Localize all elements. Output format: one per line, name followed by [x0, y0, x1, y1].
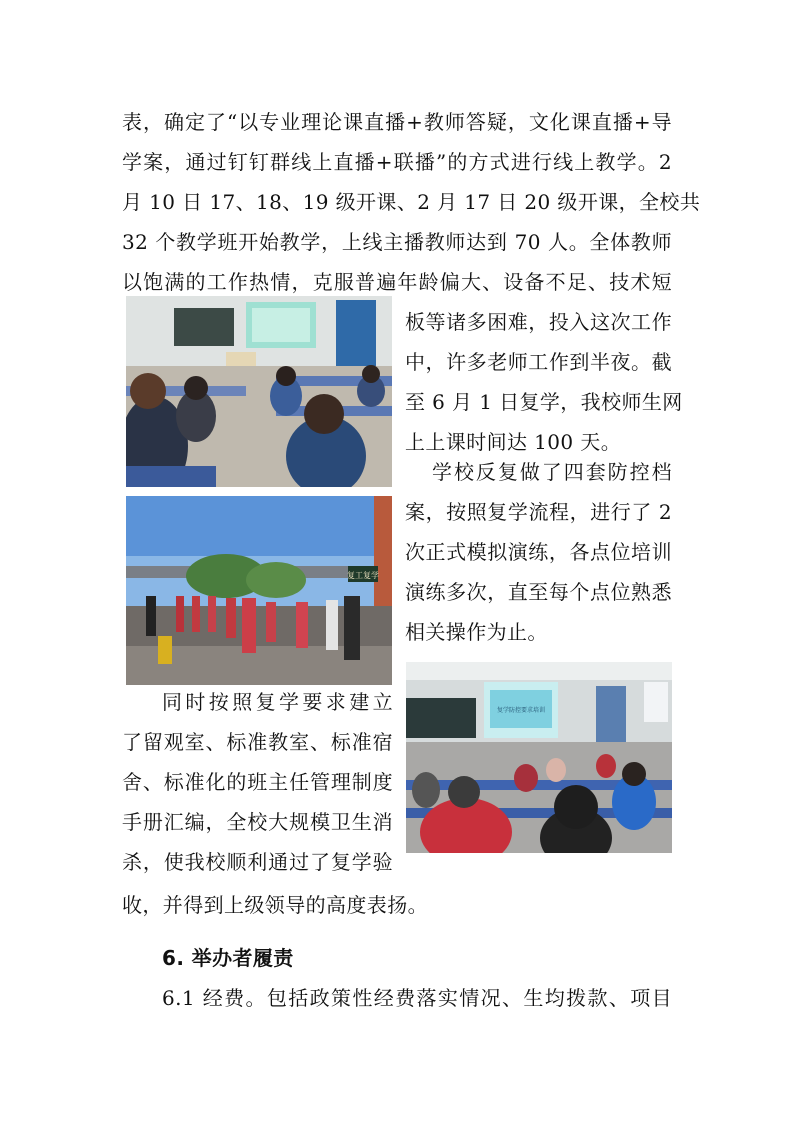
- body-text-line: 同时按照复学要求建立: [162, 690, 393, 714]
- body-text-line: 月 10 日 17、18、19 级开课、2 月 17 日 20 级开课，全校共: [122, 190, 701, 214]
- body-text-line: 演练多次，直至每个点位熟悉: [405, 580, 672, 604]
- body-text-line: 上上课时间达 100 天。: [405, 430, 622, 454]
- slide-text: 复学防控要求培训: [496, 707, 546, 714]
- body-text-line: 6.1 经费。包括政策性经费落实情况、生均拨款、项目: [162, 986, 672, 1010]
- lecture-hall-photo: [406, 662, 672, 853]
- body-text-line: 学案，通过钉钉群线上直播+联播”的方式进行线上教学。2: [122, 150, 672, 174]
- classroom-photo-icon: [126, 296, 392, 487]
- outdoor-drill-photo: [126, 496, 392, 685]
- section-heading: 6. 举办者履责: [162, 946, 294, 970]
- body-text-line: 至 6 月 1 日复学，我校师生网: [405, 390, 683, 414]
- outdoor-drill-photo-icon: [126, 496, 392, 685]
- body-text-line: 学校反复做了四套防控档: [432, 460, 672, 484]
- body-text-line: 32 个教学班开始教学，上线主播教师达到 70 人。全体教师: [122, 230, 672, 254]
- body-text-line: 相关操作为止。: [405, 620, 548, 644]
- body-text-line: 舍、标准化的班主任管理制度: [122, 770, 393, 794]
- body-text-line: 板等诸多困难，投入这次工作: [405, 310, 672, 334]
- body-text-line: 手册汇编，全校大规模卫生消: [122, 810, 393, 834]
- body-text-line: 以饱满的工作热情，克服普遍年龄偏大、设备不足、技术短: [122, 270, 672, 294]
- body-text-line: 了留观室、标准教室、标准宿: [122, 730, 393, 754]
- body-text-line: 次正式模拟演练，各点位培训: [405, 540, 672, 564]
- body-text-line: 杀，使我校顺利通过了复学验: [122, 850, 393, 874]
- body-text-line: 案，按照复学流程，进行了 2: [405, 500, 672, 524]
- classroom-photo: [126, 296, 392, 487]
- lecture-hall-photo-icon: [406, 662, 672, 853]
- body-text-line: 收，并得到上级领导的高度表扬。: [122, 893, 428, 917]
- body-text-line: 中，许多老师工作到半夜。截: [405, 350, 672, 374]
- body-text-line: 表，确定了“以专业理论课直播+教师答疑，文化课直播+导: [122, 110, 672, 134]
- sign-text: 复工复学: [347, 571, 379, 580]
